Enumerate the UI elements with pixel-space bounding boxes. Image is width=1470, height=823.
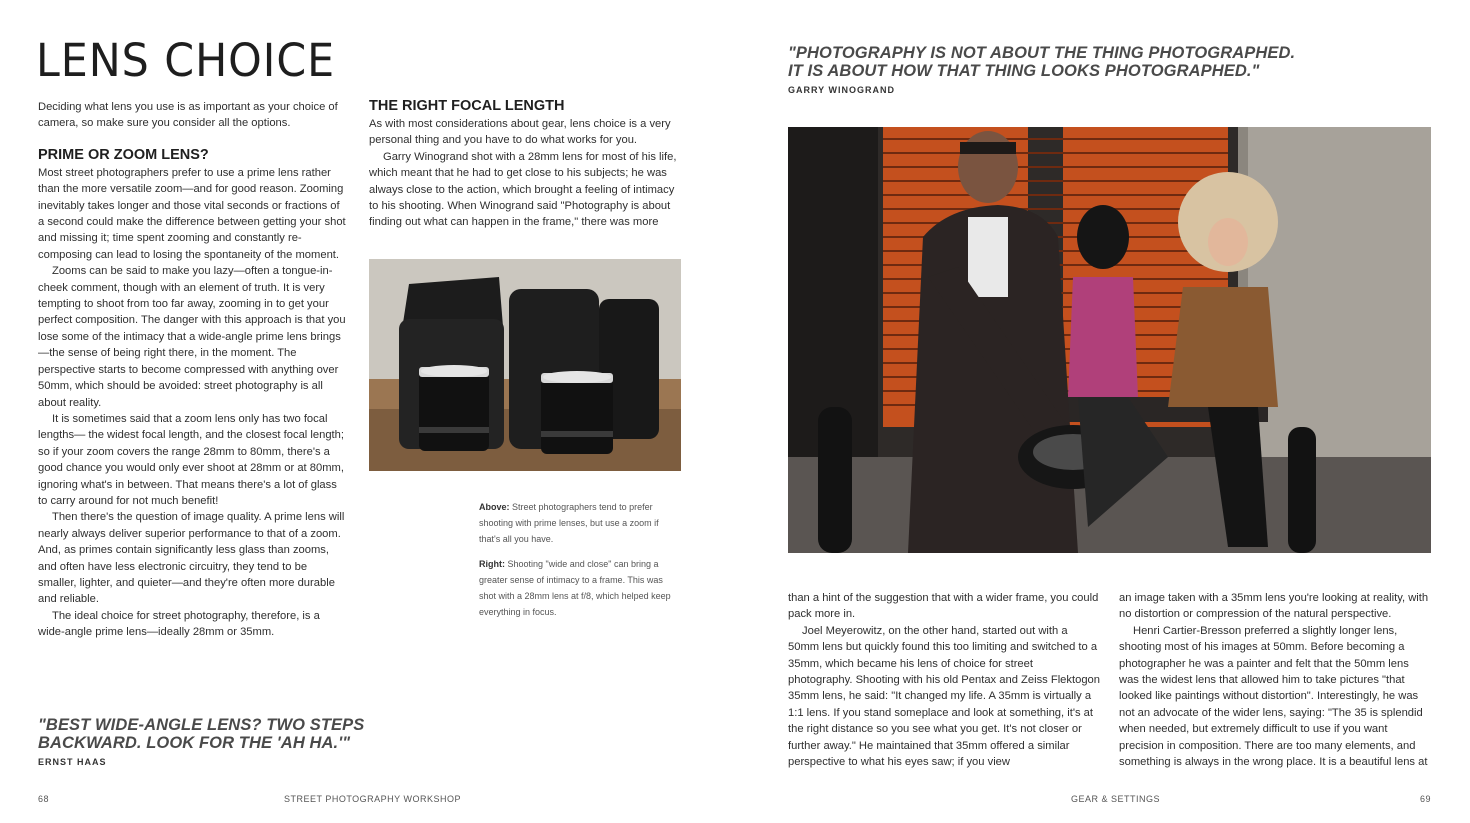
street-photo-illustration <box>788 127 1431 553</box>
paragraph: Garry Winogrand shot with a 28mm lens for most of his life, which meant that he had to get close to his subjects; he was always close to the action, which brought a feeling of intimacy to his shooting. When Winogrand said "Photography is about finding out what can happen in the frame," there was more <box>369 150 677 229</box>
quote-author-winogrand: GARRY WINOGRAND <box>788 85 895 95</box>
pull-quote-haas: "BEST WIDE-ANGLE LENS? TWO STEPS BACKWARD. LOOK FOR THE 'AH HA.'" <box>38 716 365 752</box>
paragraph: than a hint of the suggestion that with a wider frame, you could pack more in. <box>788 592 1099 621</box>
section-heading-prime-zoom: PRIME OR ZOOM LENS? <box>38 146 209 163</box>
caption-right: Right: Shooting "wide and close" can bring a greater sense of intimacy to a frame. This was shot with a 28mm lens at f/8, which helped keep everything in focus. <box>479 559 671 617</box>
lens-photo <box>369 259 681 471</box>
page-number-left: 68 <box>38 794 50 804</box>
captions <box>479 500 679 631</box>
page-title: LENS CHOICE <box>36 34 336 87</box>
intro-paragraph: Deciding what lens you use is as important as your choice of camera, so make sure you consider all the options. <box>38 101 338 130</box>
book-title-footer: STREET PHOTOGRAPHY WORKSHOP <box>284 794 462 804</box>
left-column <box>38 99 348 641</box>
quote-line: "PHOTOGRAPHY IS NOT ABOUT THE THING PHOTOGRAPHED. <box>788 44 1296 62</box>
paragraph: The ideal choice for street photography, therefore, is a wide-angle prime lens—ideally 28mm or 35mm. <box>38 609 320 639</box>
right-column-1 <box>788 590 1100 770</box>
paragraph: an image taken with a 35mm lens you're looking at reality, with no distortion or compression of the natural perspective. <box>1119 592 1429 621</box>
caption-above: Above: Street photographers tend to prefer shooting with prime lenses, but use a zoom if that's all you have. <box>479 502 659 544</box>
lens-photo-illustration <box>369 259 681 471</box>
paragraph: Then there's the question of image quality. A prime lens will nearly always deliver superior performance to that of a zoom. And, as primes contain significantly less glass than zooms, and often have less electronic circuitry, they tend to be smaller, lighter, and quieter—and they're often more durable and reliable. <box>38 511 345 606</box>
section-title-footer: GEAR & SETTINGS <box>1071 794 1161 804</box>
paragraph: Joel Meyerowitz, on the other hand, started out with a 50mm lens but quickly found this too limiting and switched to a 35mm, which became his lens of choice for street photography. Shooting with his old Pentax and Zeiss Flektogon 35mm lens, he said: "It changed my life. A 35mm is virtually a 1:1 lens. If you stand someplace and look at something, it's at the right distance so you see what you get. It's not closer or further away." He maintained that 35mm offered a similar perspective to what his eyes saw; if you view <box>788 624 1100 769</box>
street-photo <box>788 127 1431 553</box>
paragraph: Henri Cartier-Bresson preferred a slightly longer lens, shooting most of his images at 50mm. Before becoming a photographer he was a painter and felt that the 50mm lens was the widest lens that allowed him to take pictures "that looked like paintings without distortion". Interestingly, he was not an advocate of the wider lens, saying: "The 35 is splendid when needed, but extremely difficult to use if you want precision in composition. There are too many elements, and something is always in the wrong place. It is a beautiful lens at <box>1119 624 1428 769</box>
quote-author-haas: ERNST HAAS <box>38 757 107 767</box>
page-number-right: 69 <box>1420 794 1432 804</box>
paragraph: It is sometimes said that a zoom lens only has two focal lengths— the widest focal length, and the closest focal length; so if your zoom covers the range 28mm to 80mm, there's a good chance you would only ever shoot at 28mm or at 80mm, ignoring what's in between. That means there's a lot of glass to carry around for not much benefit! <box>38 412 344 507</box>
paragraph: As with most considerations about gear, lens choice is a very personal thing and you have to do what works for you. <box>369 118 671 147</box>
right-column-2 <box>1119 590 1431 770</box>
paragraph: Zooms can be said to make you lazy—often a tongue-in-cheek comment, though with an element of truth. It is very tempting to shoot from too far away, zooming in to get your perfect composition. The danger with this approach is that you lose some of the intimacy that a wide-angle prime lens brings—the sense of being right there, in the moment. The perspective starts to become compressed with anything over 50mm, which should be avoided: street photography is all about reality. <box>38 265 346 409</box>
section-heading-focal-length: THE RIGHT FOCAL LENGTH <box>369 98 565 114</box>
quote-line: IT IS ABOUT HOW THAT THING LOOKS PHOTOGRAPHED." <box>788 62 1260 80</box>
middle-column <box>369 97 681 231</box>
paragraph: Most street photographers prefer to use a prime lens rather than the more versatile zoom—and for good reason. Zooming inevitably takes longer and those vital seconds or fractions of a second could make the difference between getting your shot and missing it; time spent zooming and constantly re-composing can lead to losing the spontaneity of the moment. <box>38 166 346 261</box>
pull-quote-winogrand <box>788 44 1428 80</box>
